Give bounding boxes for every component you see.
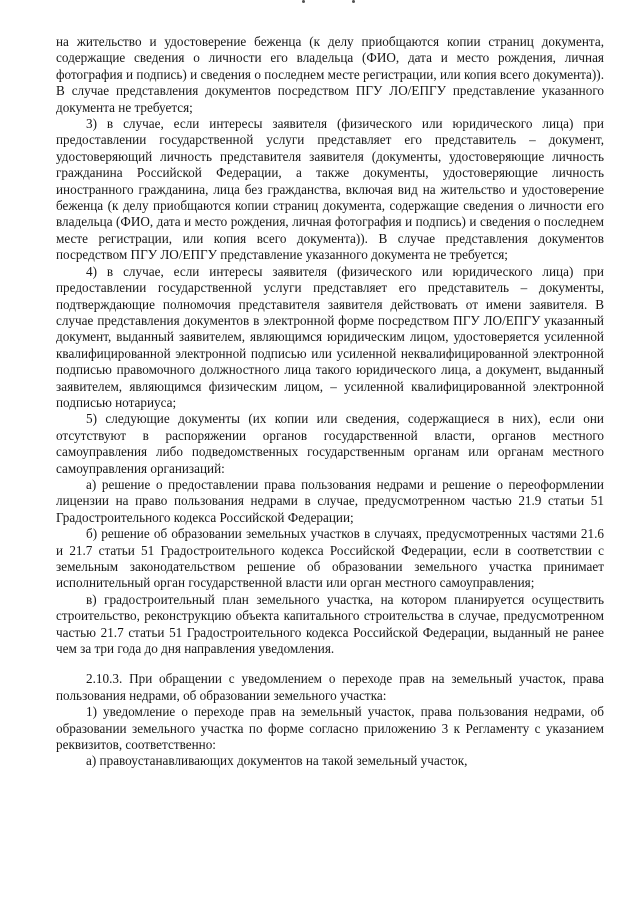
paragraph-item-5a: а) решение о предоставлении права пользования недрами и решение о переоформлении лицензии на право пользования недрами в случае, предусмотренном частью 21.9 статьи 51 Градостроительного кодекса Российской Федерации; bbox=[56, 476, 604, 525]
paragraph-item-5b: б) решение об образовании земельных участков в случаях, предусмотренных частями 21.6 и 21.7 статьи 51 Градостроительного кодекса Российской Федерации, если в соответствии с земельным законодательством решение об образовании земельного участка принимает исполнительный орган государственной власти или орган местного самоуправления; bbox=[56, 526, 604, 591]
scan-marks bbox=[300, 0, 360, 6]
paragraph-continuation: на жительство и удостоверение беженца (к делу приобщаются копии страниц документа, содержащие сведения о личности его владельца (ФИО, дата и место рождения, личная фотография и подпись) и сведения о последнем месте регистрации, или копия всего документа)). В случае представления документов посредством ПГУ ЛО/ЕПГУ представление указанного документа не требуется; bbox=[56, 34, 604, 115]
section-2-10-3: 2.10.3. При обращении с уведомлением о переходе прав на земельный участок, права пользования недрами, об образовании земельного участка: bbox=[56, 671, 604, 703]
paragraph-item-4: 4) в случае, если интересы заявителя (физического или юридического лица) при предоставлении государственной услуги представляет его представитель – документы, подтверждающие полномочия представителя заявителя действовать от имени заявителя. В случае представления документов в электронной форме посредством ПГУ ЛО/ЕПГУ указанный документ, выданный заявителем, являющимся юридическим лицом, удостоверяется усиленной квалифицированной электронной подписью или усиленной неквалифицированной электронной подписью правомочного должностного лица такого юридического лица, а документ, выданный заявителем, являющимся физическим лицом, – усиленной квалифицированной электронной подписью нотариуса; bbox=[56, 263, 604, 410]
scan-dot bbox=[302, 0, 305, 3]
paragraph-2-10-3-item-1: 1) уведомление о переходе прав на земельный участок, права пользования недрами, об образовании земельного участка по форме согласно приложению 3 к Регламенту с указанием реквизитов, соответственно: bbox=[56, 704, 604, 753]
document-body bbox=[56, 34, 604, 770]
scan-dot bbox=[352, 0, 355, 3]
paragraph-item-5: 5) следующие документы (их копии или сведения, содержащиеся в них), если они отсутствуют в распоряжении органов государственной власти, органов местного самоуправления либо подведомственных государственным органам или органам местного самоуправления организаций: bbox=[56, 411, 604, 476]
paragraph-2-10-3-item-1a: а) правоустанавливающих документов на такой земельный участок, bbox=[86, 753, 468, 769]
paragraph-item-3: 3) в случае, если интересы заявителя (физического или юридического лица) при предоставлении государственной услуги представляет его представитель – документ, удостоверяющий личность представителя заявителя (документы, удостоверяющие личность гражданина Российской Федерации, а также документы, удостоверяющие личность иностранного гражданина, лица без гражданства, включая вид на жительство и удостоверение беженца (к делу приобщаются копии страниц документа, содержащие сведения о личности его владельца (ФИО, дата и место рождения, личная фотография и подпись) и сведения о последнем месте регистрации, или копия всего документа)). В случае представления документов посредством ПГУ ЛО/ЕПГУ представление указанного документа не требуется; bbox=[56, 116, 604, 263]
paragraph-item-5v: в) градостроительный план земельного участка, на котором планируется осуществить строительство, реконструкцию объекта капитального строительства в случае, предусмотренном частью 21.7 статьи 51 Градостроительного кодекса Российской Федерации, выданный не ранее чем за три года до дня направления уведомления. bbox=[56, 591, 604, 657]
